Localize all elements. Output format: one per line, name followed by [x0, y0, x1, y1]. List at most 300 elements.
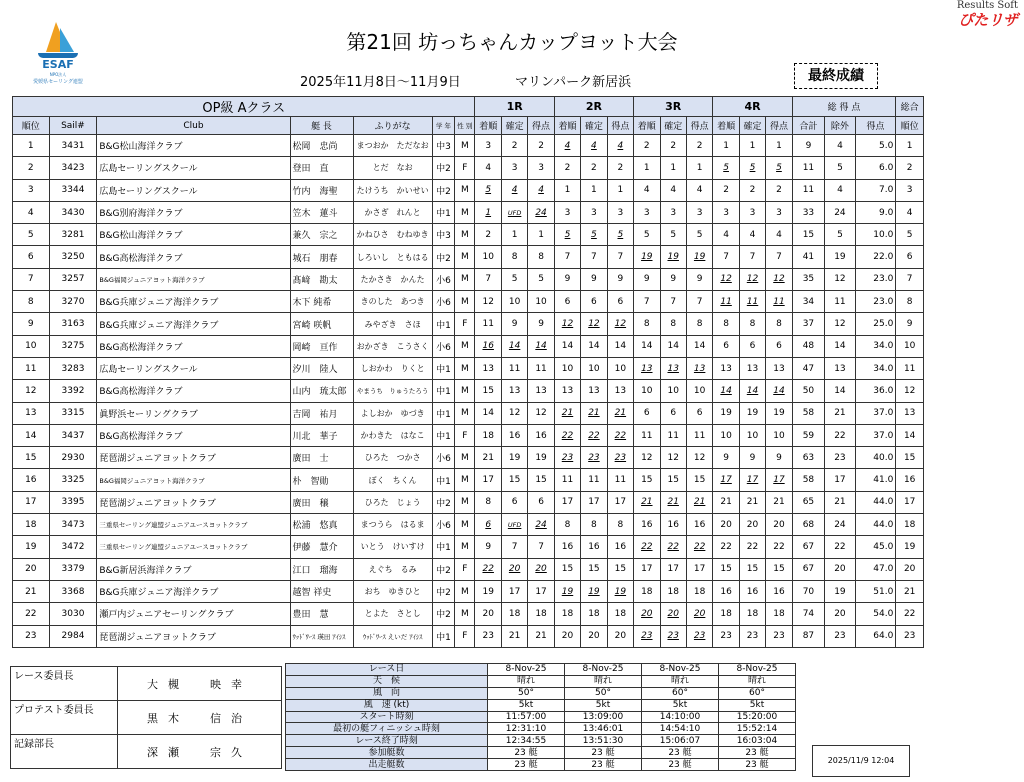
- cell-finish: 17: [634, 558, 660, 580]
- col-skipper: 艇 長: [290, 117, 353, 135]
- cell-points: 23: [607, 447, 633, 469]
- cell-finish: 14: [634, 335, 660, 357]
- cell-sail: 3325: [49, 469, 97, 491]
- cell-points: 12: [607, 313, 633, 335]
- condition-label: レース日: [286, 664, 488, 676]
- cell-confirm: 5: [660, 224, 686, 246]
- cell-points: 15: [528, 469, 554, 491]
- cell-overall-rank: 10: [896, 335, 924, 357]
- cell-points: 22: [766, 536, 792, 558]
- cell-sail: 3423: [49, 157, 97, 179]
- condition-label: スタート時刻: [286, 711, 488, 723]
- cell-points: 11: [607, 469, 633, 491]
- cell-rank: 15: [13, 447, 50, 469]
- cell-discard: 12: [825, 313, 855, 335]
- cell-finish: 9: [713, 447, 739, 469]
- cell-total: 87: [792, 625, 825, 647]
- cell-confirm: 6: [581, 291, 607, 313]
- cell-finish: 13: [554, 380, 580, 402]
- condition-value: 23 艇: [488, 747, 565, 759]
- cell-discard: 11: [825, 291, 855, 313]
- cell-grade: 中2: [432, 580, 454, 602]
- cell-finish: 17: [554, 491, 580, 513]
- cell-rank: 2: [13, 157, 50, 179]
- cell-sail: 3472: [49, 536, 97, 558]
- cell-club: B&G兵庫ジュニア海洋クラブ: [97, 291, 290, 313]
- race-header-1: 1R: [475, 97, 554, 117]
- condition-row: [286, 699, 796, 711]
- condition-value: 5kt: [488, 699, 565, 711]
- cell-grade: 中2: [432, 179, 454, 201]
- cell-finish: 2: [634, 135, 660, 157]
- cell-overall-rank: 3: [896, 179, 924, 201]
- cell-rank: 8: [13, 291, 50, 313]
- cell-total: 67: [792, 558, 825, 580]
- condition-value: 23 艇: [565, 747, 642, 759]
- official-row: [11, 667, 282, 701]
- cell-finish: 3: [713, 201, 739, 223]
- cell-finish: 14: [554, 335, 580, 357]
- cell-confirm: 16: [739, 580, 765, 602]
- cell-confirm: 19: [739, 402, 765, 424]
- cell-points: 4: [528, 179, 554, 201]
- table-row: [13, 335, 924, 357]
- cell-finish: 10: [634, 380, 660, 402]
- table-row: [13, 224, 924, 246]
- cell-confirm: 11: [660, 424, 686, 446]
- table-row: [13, 580, 924, 602]
- cell-skipper: 朴 智勛: [290, 469, 353, 491]
- table-row: [13, 179, 924, 201]
- cell-confirm: 8: [581, 514, 607, 536]
- cell-club: B&G兵庫ジュニア海洋クラブ: [97, 313, 290, 335]
- cell-skipper: 川北 華子: [290, 424, 353, 446]
- cell-finish: 13: [634, 357, 660, 379]
- cell-confirm: 18: [501, 603, 527, 625]
- cell-points: 24: [528, 514, 554, 536]
- cell-sail: 3392: [49, 380, 97, 402]
- condition-value: 14:54:10: [642, 723, 719, 735]
- official-row: [11, 735, 282, 769]
- cell-rank: 14: [13, 424, 50, 446]
- cell-sail: 3395: [49, 491, 97, 513]
- cell-club: 琵琶湖ジュニアヨットクラブ: [97, 447, 290, 469]
- cell-finish: 16: [713, 580, 739, 602]
- cell-overall-rank: 14: [896, 424, 924, 446]
- cell-grade: 中1: [432, 313, 454, 335]
- cell-furigana: ｳｯﾄﾞﾜｰｽ えいだ ｱｲｼｽ: [353, 625, 432, 647]
- cell-skipper: 松岡 忠尚: [290, 135, 353, 157]
- cell-points: 3: [766, 201, 792, 223]
- condition-value: 5kt: [719, 699, 796, 711]
- cell-grade: 中1: [432, 357, 454, 379]
- cell-confirm: 7: [660, 291, 686, 313]
- cell-confirm: 1: [581, 179, 607, 201]
- cell-points: 16: [766, 580, 792, 602]
- cell-club: 広島セーリングスクール: [97, 157, 290, 179]
- cell-finish: 8: [713, 313, 739, 335]
- cell-confirm: 1: [660, 157, 686, 179]
- cell-club: 広島セーリングスクール: [97, 179, 290, 201]
- cell-finish: 23: [554, 447, 580, 469]
- cell-finish: 1: [713, 135, 739, 157]
- race-header-4: 4R: [713, 97, 792, 117]
- cell-club: B&G高松海洋クラブ: [97, 380, 290, 402]
- cell-skipper: 竹内 海聖: [290, 179, 353, 201]
- cell-confirm: 12: [501, 402, 527, 424]
- cell-finish: 7: [475, 268, 501, 290]
- cell-finish: 1: [634, 157, 660, 179]
- cell-total: 50: [792, 380, 825, 402]
- cell-score: 51.0: [855, 580, 896, 602]
- cell-finish: 5: [713, 157, 739, 179]
- cell-total: 35: [792, 268, 825, 290]
- cell-skipper: 越智 祥史: [290, 580, 353, 602]
- cell-rank: 11: [13, 357, 50, 379]
- cell-overall-rank: 2: [896, 157, 924, 179]
- condition-value: 8-Nov-25: [719, 664, 796, 676]
- brand-name: Results Soft: [956, 0, 1018, 11]
- cell-finish: 3: [634, 201, 660, 223]
- cell-total: 63: [792, 447, 825, 469]
- cell-club: B&G高松海洋クラブ: [97, 424, 290, 446]
- cell-points: 12: [686, 447, 712, 469]
- brand-logo-text: ぴたリザ: [958, 11, 1018, 29]
- cell-confirm: 14: [739, 380, 765, 402]
- cell-sex: M: [455, 402, 475, 424]
- cell-discard: 23: [825, 625, 855, 647]
- cell-total: 15: [792, 224, 825, 246]
- cell-discard: 5: [825, 157, 855, 179]
- cell-finish: 2: [554, 157, 580, 179]
- cell-points: 18: [607, 603, 633, 625]
- col-score: 得点: [855, 117, 896, 135]
- cell-skipper: 城石 朋春: [290, 246, 353, 268]
- cell-points: 9: [686, 268, 712, 290]
- cell-skipper: 伊藤 慧介: [290, 536, 353, 558]
- cell-discard: 20: [825, 603, 855, 625]
- cell-confirm: 13: [581, 380, 607, 402]
- race-header-2: 2R: [554, 97, 633, 117]
- cell-rank: 3: [13, 179, 50, 201]
- cell-finish: 14: [475, 402, 501, 424]
- cell-confirm: 6: [501, 491, 527, 513]
- cell-skipper: 豊田 慧: [290, 603, 353, 625]
- cell-grade: 小6: [432, 291, 454, 313]
- condition-row: [286, 723, 796, 735]
- cell-confirm: 5: [581, 224, 607, 246]
- cell-overall-rank: 18: [896, 514, 924, 536]
- cell-score: 44.0: [855, 514, 896, 536]
- cell-finish: 6: [713, 335, 739, 357]
- cell-confirm: 10: [739, 424, 765, 446]
- cell-points: 11: [766, 291, 792, 313]
- cell-points: 1: [528, 224, 554, 246]
- cell-confirm: 13: [739, 357, 765, 379]
- cell-finish: 6: [554, 291, 580, 313]
- cell-grade: 中1: [432, 402, 454, 424]
- table-row: [13, 603, 924, 625]
- condition-row: [286, 664, 796, 676]
- cell-confirm: 2: [660, 135, 686, 157]
- cell-total: 34: [792, 291, 825, 313]
- cell-finish: 19: [634, 246, 660, 268]
- cell-overall-rank: 4: [896, 201, 924, 223]
- cell-finish: 18: [475, 424, 501, 446]
- cell-points: 17: [766, 469, 792, 491]
- cell-confirm: 18: [739, 603, 765, 625]
- results-body: [13, 135, 924, 648]
- cell-points: 7: [686, 291, 712, 313]
- col-points: 得点: [528, 117, 554, 135]
- cell-confirm: 8: [501, 246, 527, 268]
- cell-points: 11: [528, 357, 554, 379]
- condition-value: 晴れ: [719, 675, 796, 687]
- cell-grade: 中2: [432, 603, 454, 625]
- cell-finish: 10: [713, 424, 739, 446]
- cell-finish: 9: [634, 268, 660, 290]
- cell-club: 琵琶湖ジュニアヨットクラブ: [97, 491, 290, 513]
- cell-overall-rank: 23: [896, 625, 924, 647]
- cell-finish: 15: [475, 380, 501, 402]
- cell-sail: 3344: [49, 179, 97, 201]
- cell-confirm: 21: [581, 402, 607, 424]
- cell-finish: 5: [554, 224, 580, 246]
- cell-finish: 16: [475, 335, 501, 357]
- cell-points: 6: [766, 335, 792, 357]
- cell-score: 7.0: [855, 179, 896, 201]
- cell-confirm: 23: [660, 625, 686, 647]
- cell-total: 58: [792, 402, 825, 424]
- cell-club: 広島セーリングスクール: [97, 357, 290, 379]
- table-row: [13, 246, 924, 268]
- cell-rank: 22: [13, 603, 50, 625]
- cell-rank: 4: [13, 201, 50, 223]
- cell-sex: M: [455, 357, 475, 379]
- cell-points: 9: [766, 447, 792, 469]
- cell-discard: 21: [825, 402, 855, 424]
- condition-value: 12:31:10: [488, 723, 565, 735]
- cell-furigana: おち ゆきひと: [353, 580, 432, 602]
- cell-finish: 20: [634, 603, 660, 625]
- cell-points: 5: [607, 224, 633, 246]
- cell-discard: 23: [825, 447, 855, 469]
- cell-finish: 22: [713, 536, 739, 558]
- cell-points: 13: [766, 357, 792, 379]
- cell-sex: M: [455, 268, 475, 290]
- cell-confirm: 22: [660, 536, 686, 558]
- cell-confirm: 3: [660, 201, 686, 223]
- condition-value: 16:03:04: [719, 735, 796, 747]
- condition-row: [286, 735, 796, 747]
- cell-confirm: 19: [501, 447, 527, 469]
- cell-points: 21: [528, 625, 554, 647]
- cell-rank: 13: [13, 402, 50, 424]
- table-row: [13, 402, 924, 424]
- cell-furigana: まつうら はるま: [353, 514, 432, 536]
- cell-confirm: 5: [501, 268, 527, 290]
- cell-rank: 5: [13, 224, 50, 246]
- cell-confirm: 15: [739, 558, 765, 580]
- cell-confirm: 19: [660, 246, 686, 268]
- cell-sex: M: [455, 335, 475, 357]
- cell-skipper: 岡崎 亘作: [290, 335, 353, 357]
- cell-overall-rank: 6: [896, 246, 924, 268]
- col-confirm: 確定: [581, 117, 607, 135]
- cell-grade: 中2: [432, 157, 454, 179]
- cell-finish: 7: [713, 246, 739, 268]
- cell-club: B&G福岡ジュニアヨット海洋クラブ: [97, 268, 290, 290]
- cell-finish: 11: [475, 313, 501, 335]
- cell-score: 36.0: [855, 380, 896, 402]
- condition-value: 23 艇: [565, 759, 642, 771]
- cell-furigana: とよた さとし: [353, 603, 432, 625]
- race-conditions-table: [285, 663, 796, 771]
- cell-discard: 4: [825, 135, 855, 157]
- cell-rank: 21: [13, 580, 50, 602]
- cell-points: 1: [607, 179, 633, 201]
- cell-sex: F: [455, 157, 475, 179]
- col-discard: 除外: [825, 117, 855, 135]
- cell-confirm: 12: [660, 447, 686, 469]
- cell-discard: 19: [825, 246, 855, 268]
- condition-value: 23 艇: [642, 747, 719, 759]
- cell-rank: 19: [13, 536, 50, 558]
- cell-confirm: 15: [581, 558, 607, 580]
- condition-value: 晴れ: [488, 675, 565, 687]
- cell-sex: F: [455, 424, 475, 446]
- condition-value: 23 艇: [642, 759, 719, 771]
- cell-confirm: 9: [581, 268, 607, 290]
- cell-finish: 11: [634, 424, 660, 446]
- condition-value: 50°: [565, 687, 642, 699]
- cell-sex: M: [455, 491, 475, 513]
- cell-score: 10.0: [855, 224, 896, 246]
- cell-club: B&G別府海洋クラブ: [97, 201, 290, 223]
- cell-points: 10: [528, 291, 554, 313]
- cell-confirm: 19: [581, 580, 607, 602]
- cell-confirm: 2: [581, 157, 607, 179]
- cell-confirm: 20: [581, 625, 607, 647]
- table-row: [13, 380, 924, 402]
- cell-finish: 6: [475, 514, 501, 536]
- col-furigana: ふりがな: [353, 117, 432, 135]
- condition-row: [286, 687, 796, 699]
- table-row: [13, 469, 924, 491]
- cell-sail: 3437: [49, 424, 97, 446]
- cell-confirm: 2: [501, 135, 527, 157]
- condition-value: 5kt: [565, 699, 642, 711]
- col-sail: Sail#: [49, 117, 97, 135]
- col-points: 得点: [607, 117, 633, 135]
- official-name: 深瀬 宗久: [118, 735, 282, 769]
- official-name: 大槻 映幸: [118, 667, 282, 701]
- cell-points: 9: [528, 313, 554, 335]
- cell-finish: 20: [713, 514, 739, 536]
- cell-confirm: 10: [501, 291, 527, 313]
- cell-finish: 15: [554, 558, 580, 580]
- cell-confirm: 10: [660, 380, 686, 402]
- condition-label: 参加艇数: [286, 747, 488, 759]
- cell-sex: F: [455, 625, 475, 647]
- cell-points: 17: [528, 580, 554, 602]
- cell-discard: 4: [825, 179, 855, 201]
- condition-value: 8-Nov-25: [565, 664, 642, 676]
- cell-finish: 9: [475, 536, 501, 558]
- cell-sex: M: [455, 580, 475, 602]
- cell-points: 18: [528, 603, 554, 625]
- cell-points: 10: [607, 357, 633, 379]
- overall-header: 総合: [896, 97, 924, 117]
- cell-confirm: 17: [581, 491, 607, 513]
- condition-value: 晴れ: [642, 675, 719, 687]
- cell-skipper: 江口 瑠海: [290, 558, 353, 580]
- cell-confirm: 10: [581, 357, 607, 379]
- cell-confirm: 16: [581, 536, 607, 558]
- cell-finish: 9: [554, 268, 580, 290]
- cell-sex: F: [455, 313, 475, 335]
- cell-finish: 6: [634, 402, 660, 424]
- cell-finish: 3: [475, 135, 501, 157]
- cell-discard: 14: [825, 335, 855, 357]
- cell-overall-rank: 8: [896, 291, 924, 313]
- cell-points: 17: [607, 491, 633, 513]
- cell-total: 33: [792, 201, 825, 223]
- official-role: 記録部長: [11, 735, 118, 769]
- cell-sex: M: [455, 536, 475, 558]
- cell-confirm: 16: [660, 514, 686, 536]
- cell-points: 19: [686, 246, 712, 268]
- cell-confirm: 15: [660, 469, 686, 491]
- cell-score: 23.0: [855, 268, 896, 290]
- event-venue: マリンパーク新居浜: [515, 75, 632, 90]
- cell-finish: 19: [554, 580, 580, 602]
- cell-confirm: 21: [501, 625, 527, 647]
- cell-overall-rank: 21: [896, 580, 924, 602]
- cell-discard: 24: [825, 514, 855, 536]
- cell-finish: 21: [634, 491, 660, 513]
- cell-score: 34.0: [855, 335, 896, 357]
- cell-sail: 3473: [49, 514, 97, 536]
- cell-points: 18: [766, 603, 792, 625]
- cell-overall-rank: 19: [896, 536, 924, 558]
- cell-points: 9: [607, 268, 633, 290]
- cell-finish: 11: [554, 469, 580, 491]
- cell-sail: 3379: [49, 558, 97, 580]
- cell-confirm: 14: [660, 335, 686, 357]
- cell-score: 25.0: [855, 313, 896, 335]
- cell-finish: 23: [475, 625, 501, 647]
- cell-points: 16: [528, 424, 554, 446]
- cell-finish: 17: [475, 469, 501, 491]
- cell-points: 14: [766, 380, 792, 402]
- cell-points: 5: [528, 268, 554, 290]
- col-confirm: 確定: [739, 117, 765, 135]
- cell-grade: 中3: [432, 135, 454, 157]
- cell-points: 18: [686, 580, 712, 602]
- cell-total: 11: [792, 157, 825, 179]
- cell-grade: 中1: [432, 469, 454, 491]
- table-row: [13, 268, 924, 290]
- cell-finish: 19: [475, 580, 501, 602]
- cell-furigana: まつおか ただなお: [353, 135, 432, 157]
- cell-skipper: 松浦 悠真: [290, 514, 353, 536]
- cell-discard: 13: [825, 357, 855, 379]
- cell-sex: M: [455, 201, 475, 223]
- cell-sex: M: [455, 246, 475, 268]
- event-dates: 2025年11月8日～11月9日: [300, 75, 461, 90]
- cell-points: 17: [686, 558, 712, 580]
